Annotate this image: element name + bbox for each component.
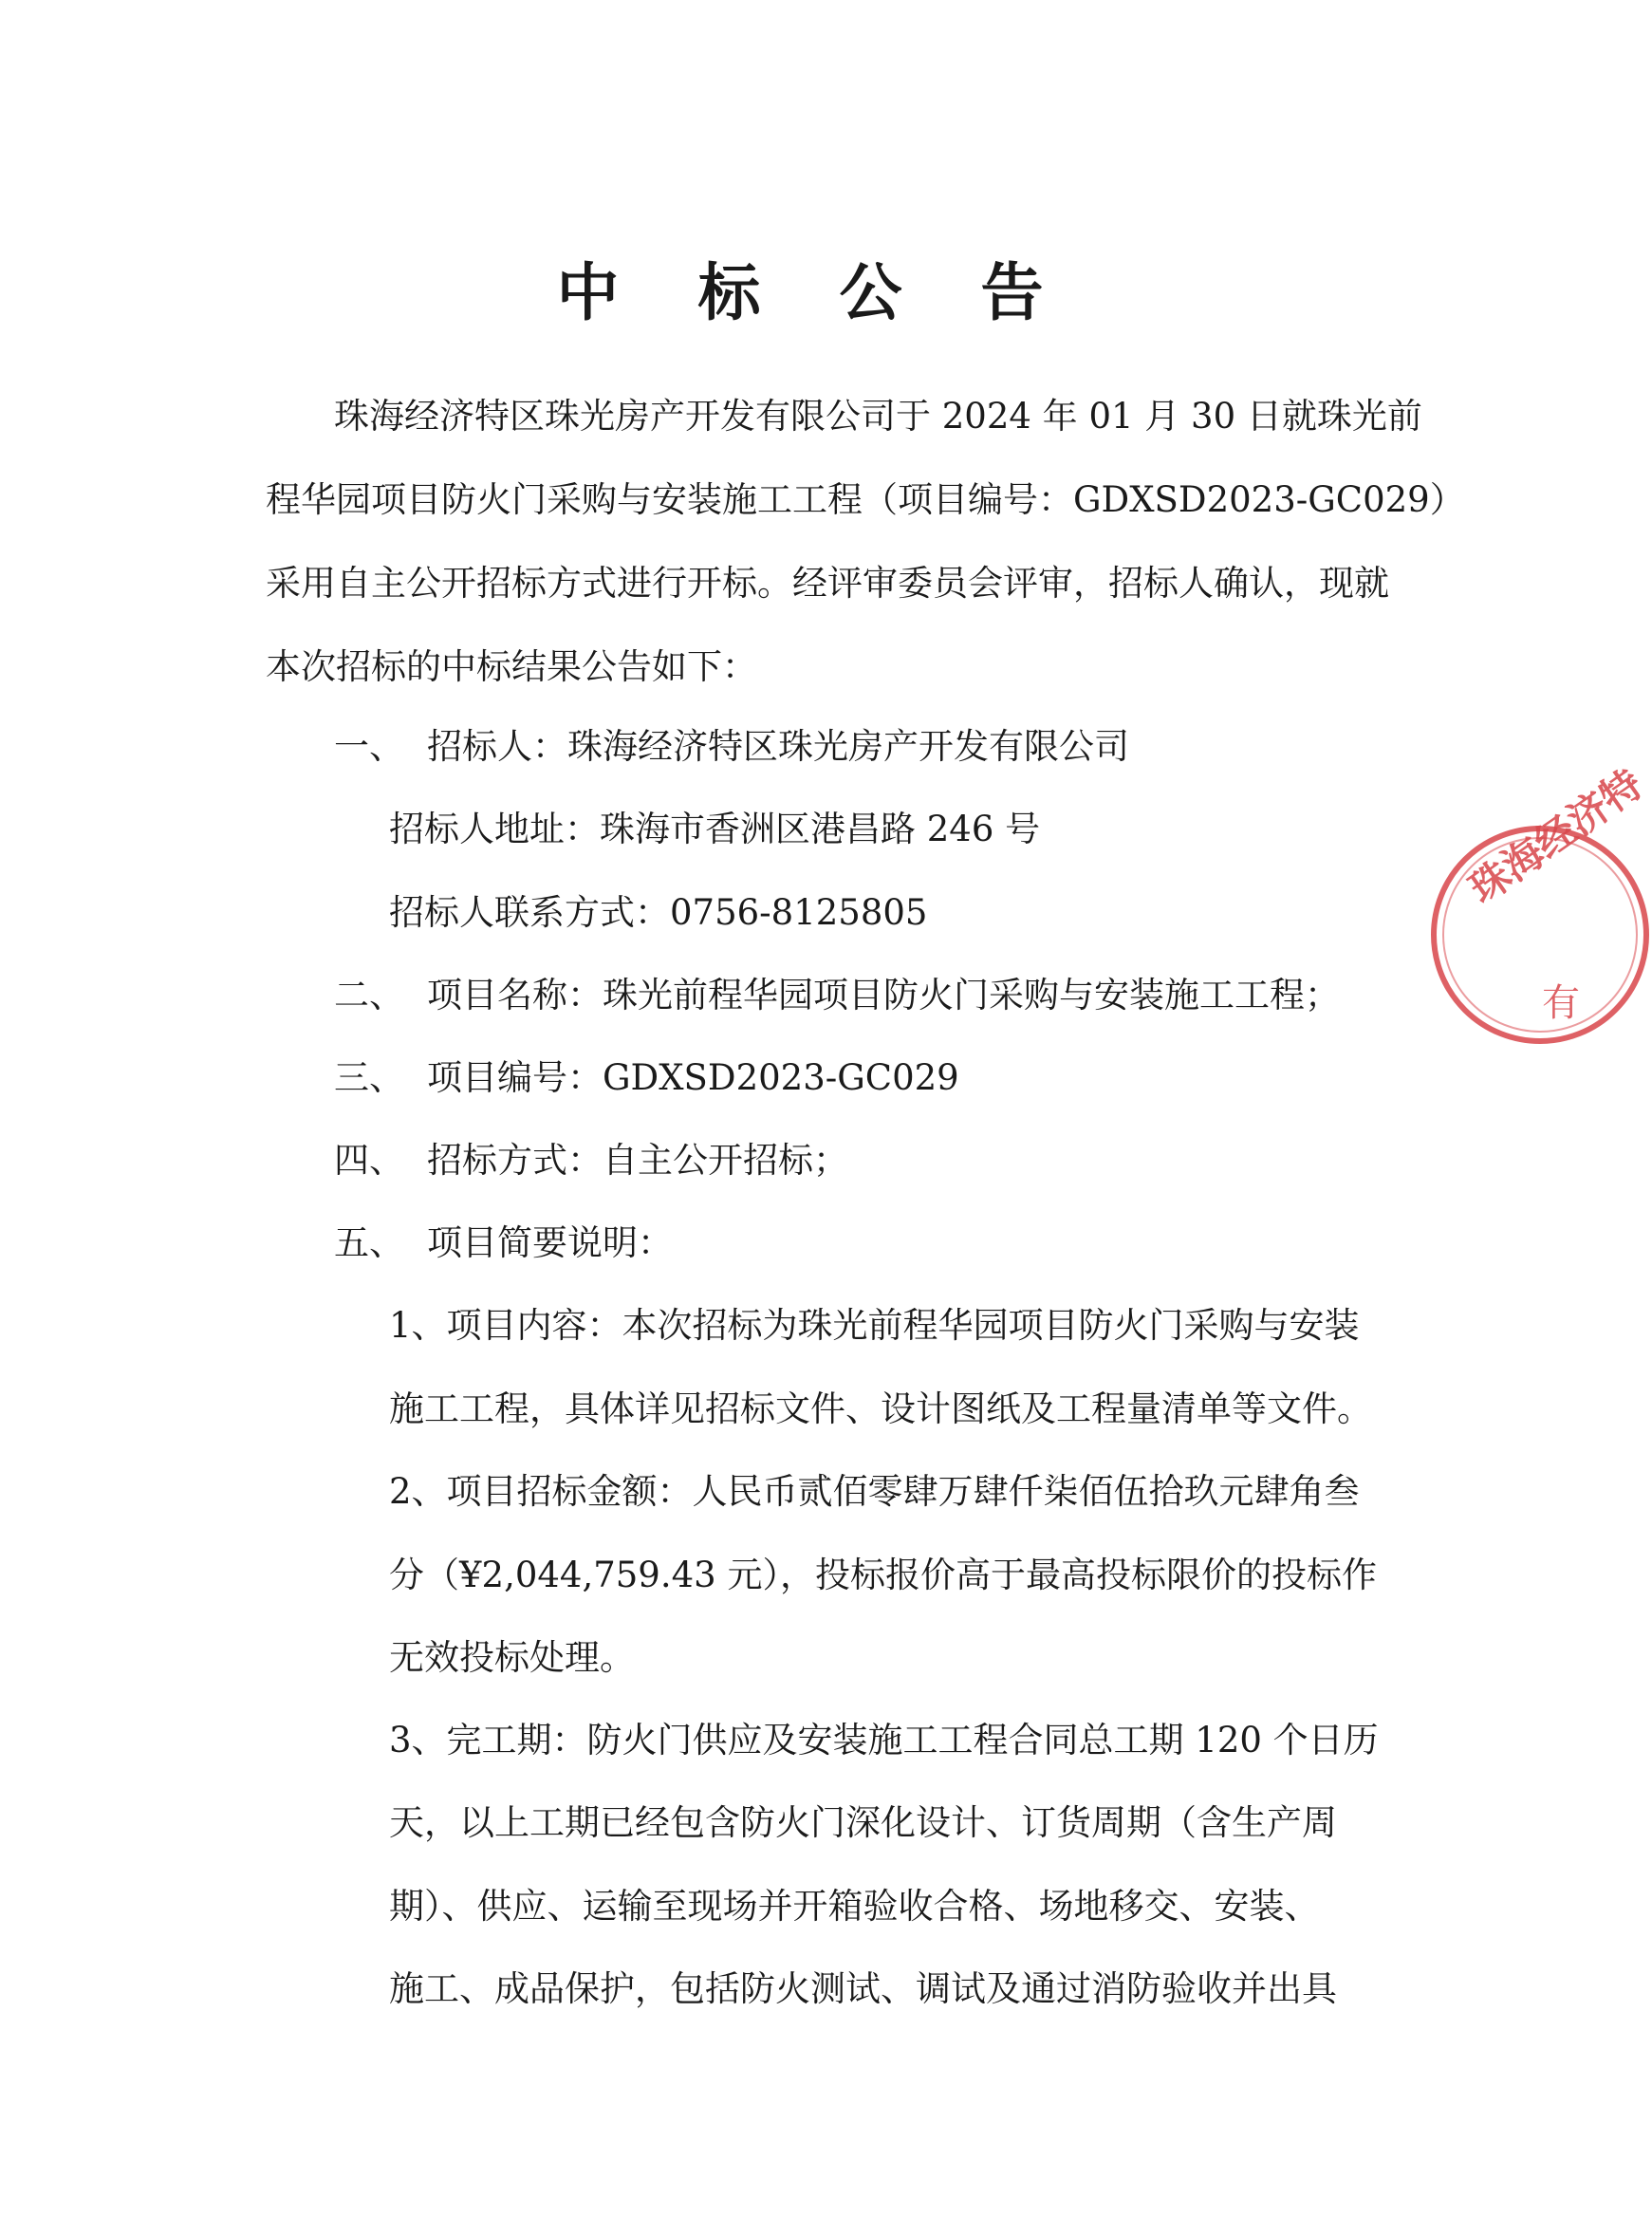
item-number: 二、 bbox=[334, 975, 404, 1015]
item-text: 招标方式：自主公开招标； bbox=[427, 1140, 848, 1181]
detail-line-6: 3、完工期：防火门供应及安装施工工程合同总工期 120 个日历 bbox=[389, 1720, 1379, 1761]
intro-line-2: 程华园项目防火门采购与安装施工工程（项目编号：GDXSD2023-GC029） bbox=[266, 479, 1465, 520]
seal-text: 珠海经济特 bbox=[1460, 760, 1651, 913]
bidder-contact: 招标人联系方式：0756-8125805 bbox=[389, 892, 928, 933]
item-number: 四、 bbox=[334, 1140, 404, 1181]
page-title: 中 标 公 告 bbox=[556, 256, 1072, 329]
detail-line-8: 期）、供应、运输至现场并开箱验收合格、场地移交、安装、 bbox=[389, 1886, 1320, 1927]
item-text: 项目简要说明： bbox=[427, 1222, 673, 1263]
detail-line-9: 施工、成品保护，包括防火测试、调试及通过消防验收并出具 bbox=[389, 1968, 1337, 2009]
item-number: 一、 bbox=[334, 726, 404, 767]
intro-line-1: 珠海经济特区珠光房产开发有限公司于 2024 年 01 月 30 日就珠光前 bbox=[334, 396, 1422, 437]
item-number: 五、 bbox=[334, 1222, 404, 1263]
intro-line-3: 采用自主公开招标方式进行开标。经评审委员会评审，招标人确认，现就 bbox=[266, 563, 1389, 604]
seal-char: 有 bbox=[1542, 981, 1580, 1025]
detail-line-2: 施工工程，具体详见招标文件、设计图纸及工程量清单等文件。 bbox=[389, 1388, 1372, 1429]
bidder-address: 招标人地址：珠海市香洲区港昌路 246 号 bbox=[389, 809, 1041, 849]
item-number: 三、 bbox=[334, 1057, 404, 1098]
detail-line-3: 2、项目招标金额：人民币贰佰零肆万肆仟柒佰伍拾玖元肆角叁 bbox=[389, 1471, 1360, 1512]
detail-line-4: 分（¥2,044,759.43 元），投标报价高于最高投标限价的投标作 bbox=[389, 1555, 1377, 1595]
item-text: 项目名称：珠光前程华园项目防火门采购与安装施工工程； bbox=[427, 975, 1340, 1015]
item-text: 招标人：珠海经济特区珠光房产开发有限公司 bbox=[427, 726, 1129, 767]
detail-line-5: 无效投标处理。 bbox=[389, 1637, 635, 1678]
detail-line-1: 1、项目内容：本次招标为珠光前程华园项目防火门采购与安装 bbox=[389, 1305, 1360, 1346]
intro-line-4: 本次招标的中标结果公告如下： bbox=[266, 646, 757, 687]
item-text: 项目编号：GDXSD2023-GC029 bbox=[427, 1057, 959, 1098]
detail-line-7: 天，以上工期已经包含防火门深化设计、订货周期（含生产周 bbox=[389, 1802, 1337, 1843]
